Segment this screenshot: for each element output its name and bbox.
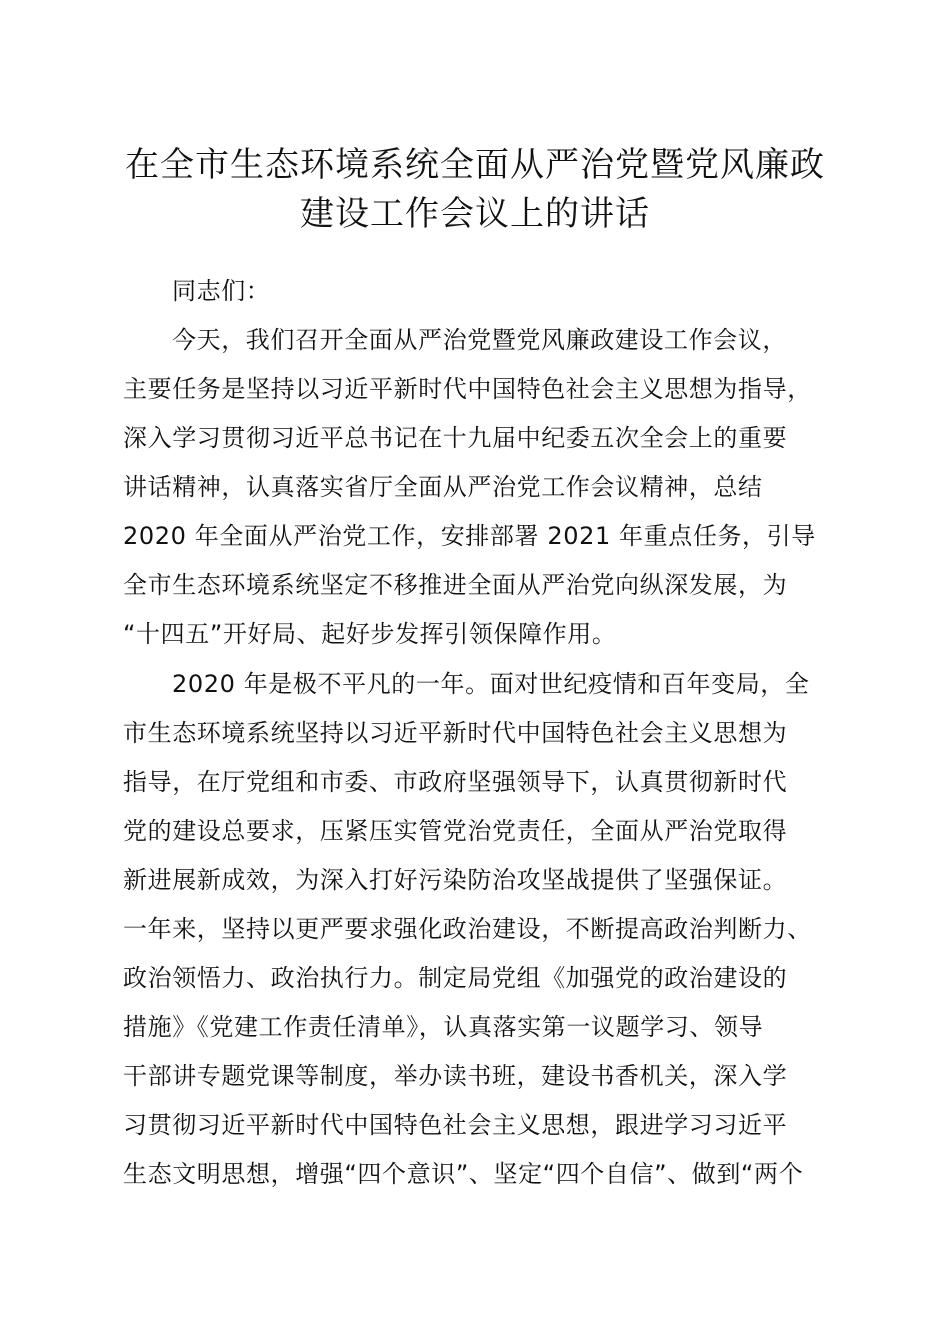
paragraph-line: 市生态环境系统坚持以习近平新时代中国特色社会主义思想为: [123, 719, 788, 747]
paragraph-line: 全市生态环境系统坚定不移推进全面从严治党向纵深发展，为: [123, 571, 788, 599]
paragraph-line: 主要任务是坚持以习近平新时代中国特色社会主义思想为指导，: [123, 375, 812, 403]
paragraph-line: 一年来，坚持以更严要求强化政治建设，不断提高政治判断力、: [123, 915, 812, 943]
paragraph-line: “十四五”开好局、起好步发挥引领保障作用。: [123, 620, 617, 648]
document-title-line-1: 在全市生态环境系统全面从严治党暨党风廉政: [125, 145, 825, 185]
paragraph-line: 政治领悟力、政治执行力。制定局党组《加强党的政治建设的: [123, 964, 788, 992]
paragraph-line: 习贯彻习近平新时代中国特色社会主义思想，跟进学习习近平: [123, 1111, 788, 1139]
paragraph-line: 党的建设总要求，压紧压实管党治党责任，全面从严治党取得: [123, 817, 788, 845]
paragraph-line: 新进展新成效，为深入打好污染防治攻坚战提供了坚强保证。: [123, 866, 788, 894]
paragraph-line: 讲话精神，认真落实省厅全面从严治党工作会议精神，总结: [123, 473, 763, 501]
paragraph-line: 干部讲专题党课等制度，举办读书班，建设书香机关，深入学: [123, 1062, 788, 1090]
paragraph-line: 今天，我们召开全面从严治党暨党风廉政建设工作会议，: [172, 326, 787, 354]
paragraph-line: 2020 年是极不平凡的一年。面对世纪疫情和百年变局，全: [172, 670, 810, 698]
paragraph-line: 2020 年全面从严治党工作，安排部署 2021 年重点任务，引导: [123, 522, 816, 550]
paragraph-line: 指导，在厅党组和市委、市政府坚强领导下，认真贯彻新时代: [123, 768, 788, 796]
document-title-line-2: 建设工作会议上的讲话: [300, 194, 650, 234]
salutation: 同志们：: [172, 277, 271, 305]
paragraph-line: 深入学习贯彻习近平总书记在十九届中纪委五次全会上的重要: [123, 424, 788, 452]
paragraph-line: 措施》《党建工作责任清单》，认真落实第一议题学习、领导: [123, 1013, 764, 1041]
paragraph-line: 生态文明思想，增强“四个意识”、坚定“四个自信”、做到“两个: [123, 1160, 804, 1188]
